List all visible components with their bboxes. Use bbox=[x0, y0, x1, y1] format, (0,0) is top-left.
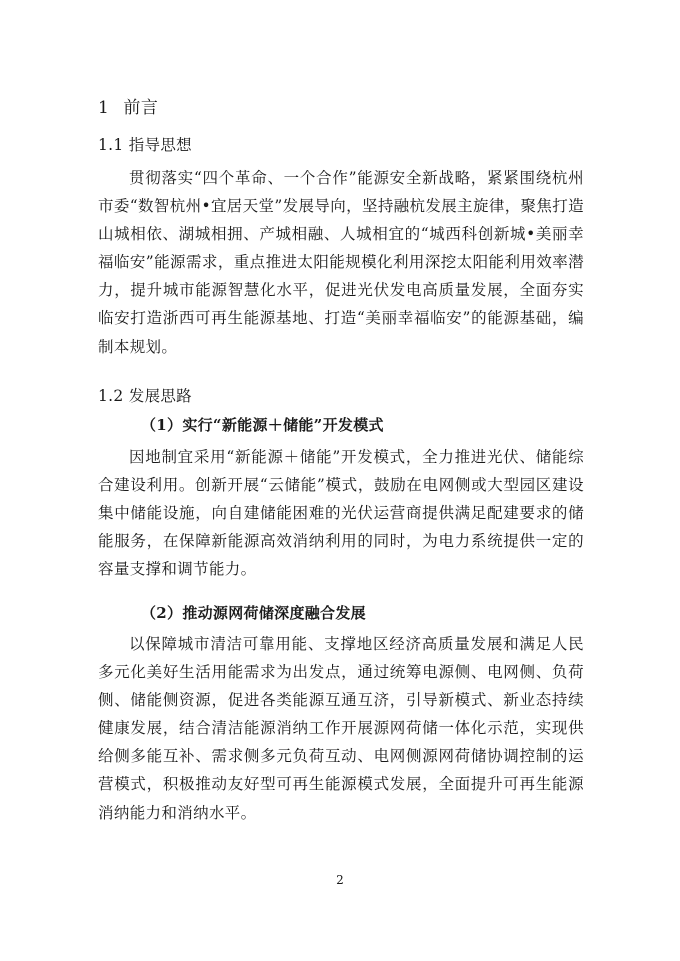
page-number: 2 bbox=[336, 873, 344, 887]
section-1-2-heading: 1.2 发展思路 bbox=[98, 387, 192, 405]
section-1-heading bbox=[98, 96, 158, 120]
section-1-1-paragraph: 贯彻落实“四个革命、一个合作”能源安全新战略，紧紧围绕杭州市委“数智杭州•宜居天堂”发展导向，坚持融杭发展主旋律，聚焦打造山城相依、湖城相拥、产城相融、人城相宜的“城西科创新城•美丽幸福临安”能源需求，重点推进太阳能规模化利用深挖太阳能利用效率潜力，提升城市能源智慧化水平，促进光伏发电高质量发展，全面夯实临安打造浙西可再生能源基地、打造“美丽幸福临安”的能源基础，编制本规划。 bbox=[98, 169, 584, 356]
section-1-title: 前言 bbox=[123, 98, 159, 118]
subsection-2-paragraph: 以保障城市清洁可靠用能、支撑地区经济高质量发展和满足人民多元化美好生活用能需求为出发点，通过统筹电源侧、电网侧、负荷侧、储能侧资源，促进各类能源互通互济，引导新模式、新业态持续健康发展，结合清洁能源消纳工作开展源网荷储一体化示范，实现供给侧多能互补、需求侧多元负荷互动、电网侧源网荷储协调控制的运营模式，积极推动友好型可再生能源模式发展，全面提升可再生能源消纳能力和消纳水平。 bbox=[98, 635, 584, 822]
section-1-1-heading: 1.1 指导思想 bbox=[98, 136, 192, 154]
subsection-1-paragraph: 因地制宜采用“新能源＋储能”开发模式，全力推进光伏、储能综合建设利用。创新开展“云储能”模式，鼓励在电网侧或大型园区建设集中储能设施，向自建储能困难的光伏运营商提供满足配建要求的储能服务，在保障新能源高效消纳利用的同时，为电力系统提供一定的容量支撑和调节能力。 bbox=[98, 448, 584, 579]
subsection-2-heading: （2）推动源网荷储深度融合发展 bbox=[141, 604, 366, 622]
section-1-number: 1 bbox=[98, 98, 110, 118]
subsection-1-heading: （1）实行“新能源＋储能”开发模式 bbox=[141, 416, 384, 434]
